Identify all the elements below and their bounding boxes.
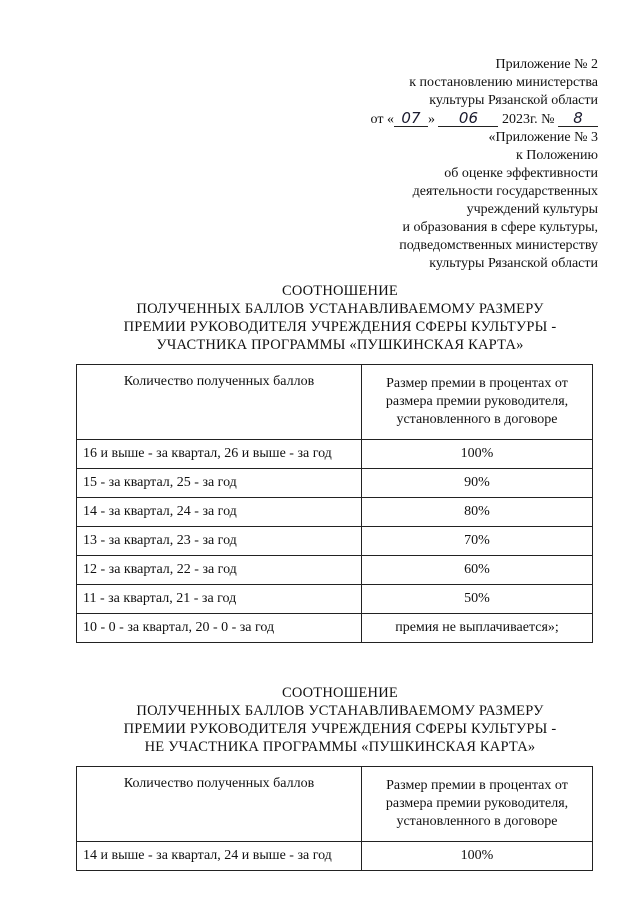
- appendix-line: учреждений культуры: [466, 202, 598, 217]
- header-bonus-line: размера премии руководителя,: [385, 796, 569, 811]
- bonus-cell: 70%: [362, 527, 593, 556]
- appendix-line: культуры Рязанской области: [429, 256, 598, 271]
- appendix-line: к Положению: [515, 148, 598, 163]
- points-cell: 12 - за квартал, 22 - за год: [77, 556, 362, 585]
- date-year: 2023г. №: [501, 112, 555, 127]
- table-row: [77, 585, 593, 614]
- section1-title: [40, 282, 640, 354]
- handwritten-day: 07: [394, 110, 428, 127]
- header-points: Количество полученных баллов: [77, 365, 362, 440]
- points-cell: 10 - 0 - за квартал, 20 - 0 - за год: [77, 614, 362, 643]
- section1-table: [76, 364, 593, 643]
- title-line: ПРЕМИИ РУКОВОДИТЕЛЯ УЧРЕЖДЕНИЯ СФЕРЫ КУЛЬТУРЫ -: [123, 319, 557, 335]
- title-line: ПОЛУЧЕННЫХ БАЛЛОВ УСТАНАВЛИВАЕМОМУ РАЗМЕРУ: [136, 301, 544, 317]
- appendix-line: «Приложение № 3: [488, 130, 598, 145]
- header-bonus-line: Размер премии в процентах от: [386, 376, 568, 391]
- title-line: УЧАСТНИКА ПРОГРАММЫ «ПУШКИНСКАЯ КАРТА»: [156, 337, 524, 353]
- title-line: ПРЕМИИ РУКОВОДИТЕЛЯ УЧРЕЖДЕНИЯ СФЕРЫ КУЛЬТУРЫ -: [123, 721, 557, 737]
- bonus-cell: 50%: [362, 585, 593, 614]
- points-cell: 16 и выше - за квартал, 26 и выше - за год: [77, 440, 362, 469]
- header-bonus-line: размера премии руководителя,: [385, 394, 569, 409]
- appendix-line: деятельности государственных: [412, 184, 598, 199]
- appendix-line: об оценке эффективности: [444, 166, 598, 181]
- handwritten-month: 06: [438, 110, 498, 127]
- table-row: [77, 556, 593, 585]
- section2-title: [40, 684, 640, 756]
- appendix-line: подведомственных министерству: [399, 238, 598, 253]
- bonus-cell: премия не выплачивается»;: [362, 614, 593, 643]
- header-bonus-line: установленного в договоре: [396, 814, 558, 829]
- header-bonus-line: установленного в договоре: [396, 412, 558, 427]
- handwritten-number: 8: [558, 110, 598, 127]
- date-mid: »: [427, 112, 435, 127]
- appendix-line: и образования в сфере культуры,: [402, 220, 598, 235]
- title-line: СООТНОШЕНИЕ: [282, 685, 398, 701]
- bonus-cell: 60%: [362, 556, 593, 585]
- bonus-cell: 100%: [362, 842, 593, 871]
- table-row: [77, 527, 593, 556]
- title-line: ПОЛУЧЕННЫХ БАЛЛОВ УСТАНАВЛИВАЕМОМУ РАЗМЕРУ: [136, 703, 544, 719]
- appendix-date-line: [298, 110, 598, 129]
- section2-table: [76, 766, 593, 871]
- points-cell: 14 и выше - за квартал, 24 и выше - за год: [77, 842, 362, 871]
- title-line: СООТНОШЕНИЕ: [282, 283, 398, 299]
- table-row: [77, 440, 593, 469]
- table-header-row: [77, 365, 593, 440]
- header-bonus: [362, 365, 593, 440]
- bonus-cell: 100%: [362, 440, 593, 469]
- title-line: НЕ УЧАСТНИКА ПРОГРАММЫ «ПУШКИНСКАЯ КАРТА»: [144, 739, 536, 755]
- bonus-cell: 80%: [362, 498, 593, 527]
- appendix-line: к постановлению министерства: [409, 75, 598, 90]
- table-row: [77, 498, 593, 527]
- date-prefix: от «: [370, 112, 394, 127]
- header-points: Количество полученных баллов: [77, 767, 362, 842]
- points-cell: 14 - за квартал, 24 - за год: [77, 498, 362, 527]
- bonus-cell: 90%: [362, 469, 593, 498]
- points-cell: 15 - за квартал, 25 - за год: [77, 469, 362, 498]
- appendix-line: Приложение № 2: [495, 57, 598, 72]
- header-bonus: [362, 767, 593, 842]
- table-row: [77, 469, 593, 498]
- appendix-line: культуры Рязанской области: [429, 93, 598, 108]
- table-header-row: [77, 767, 593, 842]
- header-bonus-line: Размер премии в процентах от: [386, 778, 568, 793]
- appendix-header: [298, 56, 598, 273]
- points-cell: 11 - за квартал, 21 - за год: [77, 585, 362, 614]
- table-row: [77, 614, 593, 643]
- table-row: [77, 842, 593, 871]
- points-cell: 13 - за квартал, 23 - за год: [77, 527, 362, 556]
